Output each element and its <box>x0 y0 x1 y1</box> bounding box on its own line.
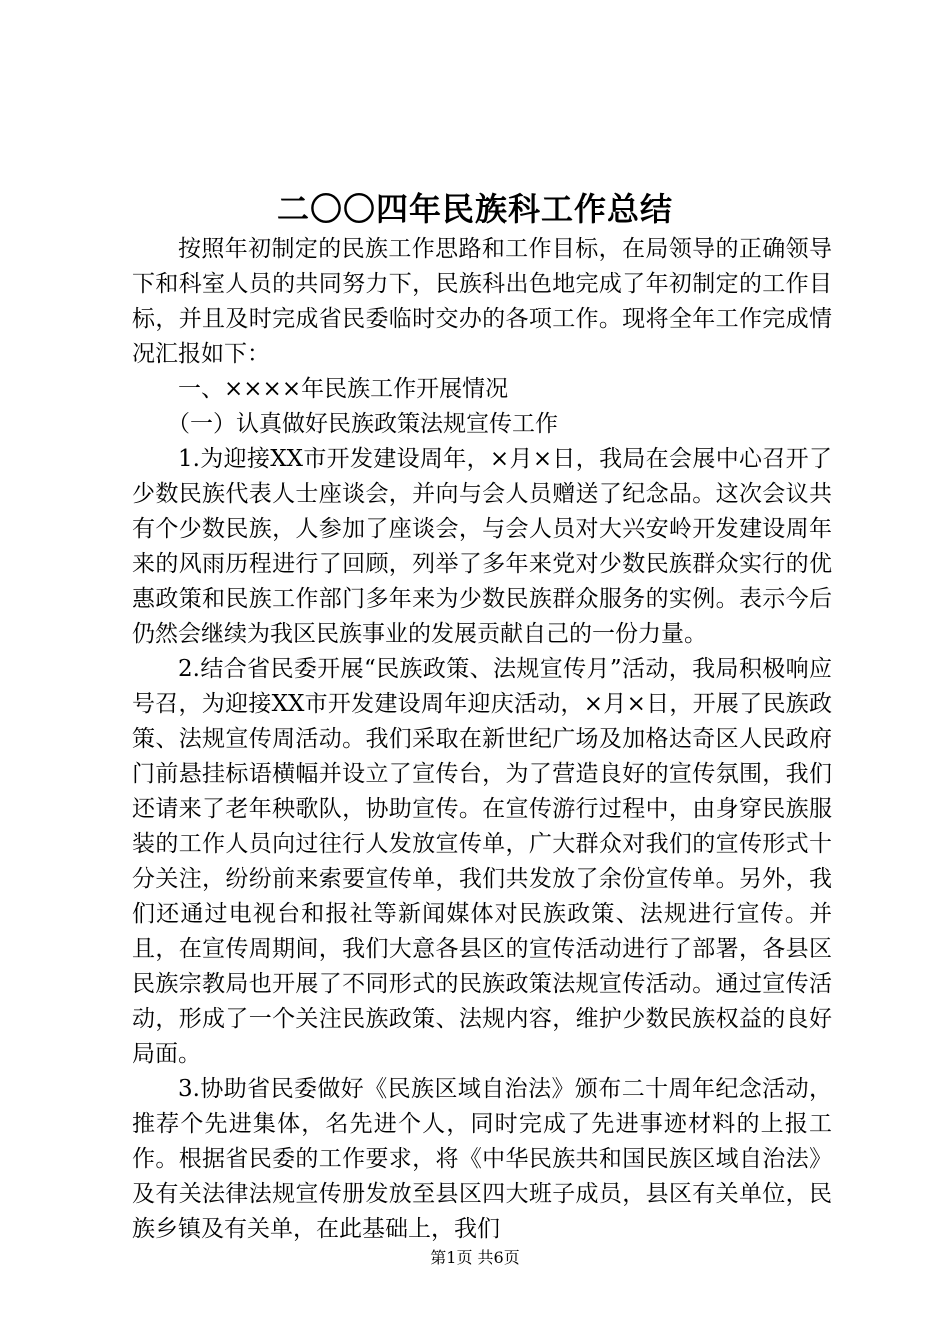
body-paragraph-3: 3.协助省民委做好《民族区域自治法》颁布二十周年纪念活动，推荐个先进集体，名先进个人，同时完成了先进事迹材料的上报工作。根据省民委的工作要求，将《中华民族共和国民族区域自治法》及有关法律法规宣传册发放至县区四大班子成员，县区有关单位，民族乡镇及有关单，在此基础上，我们 <box>132 1076 832 1242</box>
subsection-heading: （一）认真做好民族政策法规宣传工作 <box>167 411 558 437</box>
page-footer: 第1页 共6页 <box>430 1248 520 1267</box>
document-body <box>132 232 832 1247</box>
intro-paragraph: 按照年初制定的民族工作思路和工作目标，在局领导的正确领导下和科室人员的共同努力下，民族科出色地完成了年初制定的工作目标，并且及时完成省民委临时交办的各项工作。现将全年工作完成情况汇报如下： <box>132 236 832 367</box>
body-paragraph-2: 2.结合省民委开展“民族政策、法规宣传月”活动，我局积极响应号召，为迎接XX市开发建设周年迎庆活动，×月×日，开展了民族政策、法规宣传周活动。我们采取在新世纪广场及加格达奇区人民政府门前悬挂标语横幅并设立了宣传台，为了营造良好的宣传氛围，我们还请来了老年秧歌队，协助宣传。在宣传游行过程中，由身穿民族服装的工作人员向过往行人发放宣传单，广大群众对我们的宣传形式十分关注，纷纷前来索要宣传单，我们共发放了余份宣传单。另外，我们还通过电视台和报社等新闻媒体对民族政策、法规进行宣传。并且，在宣传周期间，我们大意各县区的宣传活动进行了部署，各县区民族宗教局也开展了不同形式的民族政策法规宣传活动。通过宣传活动，形成了一个关注民族政策、法规内容，维护少数民族权益的良好局面。 <box>132 656 832 1067</box>
section-heading: 一、××××年民族工作开展情况 <box>178 376 509 402</box>
document-title: 二〇〇四年民族科工作总结 <box>276 190 673 228</box>
body-paragraph-1: 1.为迎接XX市开发建设周年，×月×日，我局在会展中心召开了少数民族代表人士座谈会，并向与会人员赠送了纪念品。这次会议共有个少数民族，人参加了座谈会，与会人员对大兴安岭开发建设周年来的风雨历程进行了回顾，列举了多年来党对少数民族群众实行的优惠政策和民族工作部门多年来为少数民族群众服务的实例。表示今后仍然会继续为我区民族事业的发展贡献自己的一份力量。 <box>132 446 832 647</box>
